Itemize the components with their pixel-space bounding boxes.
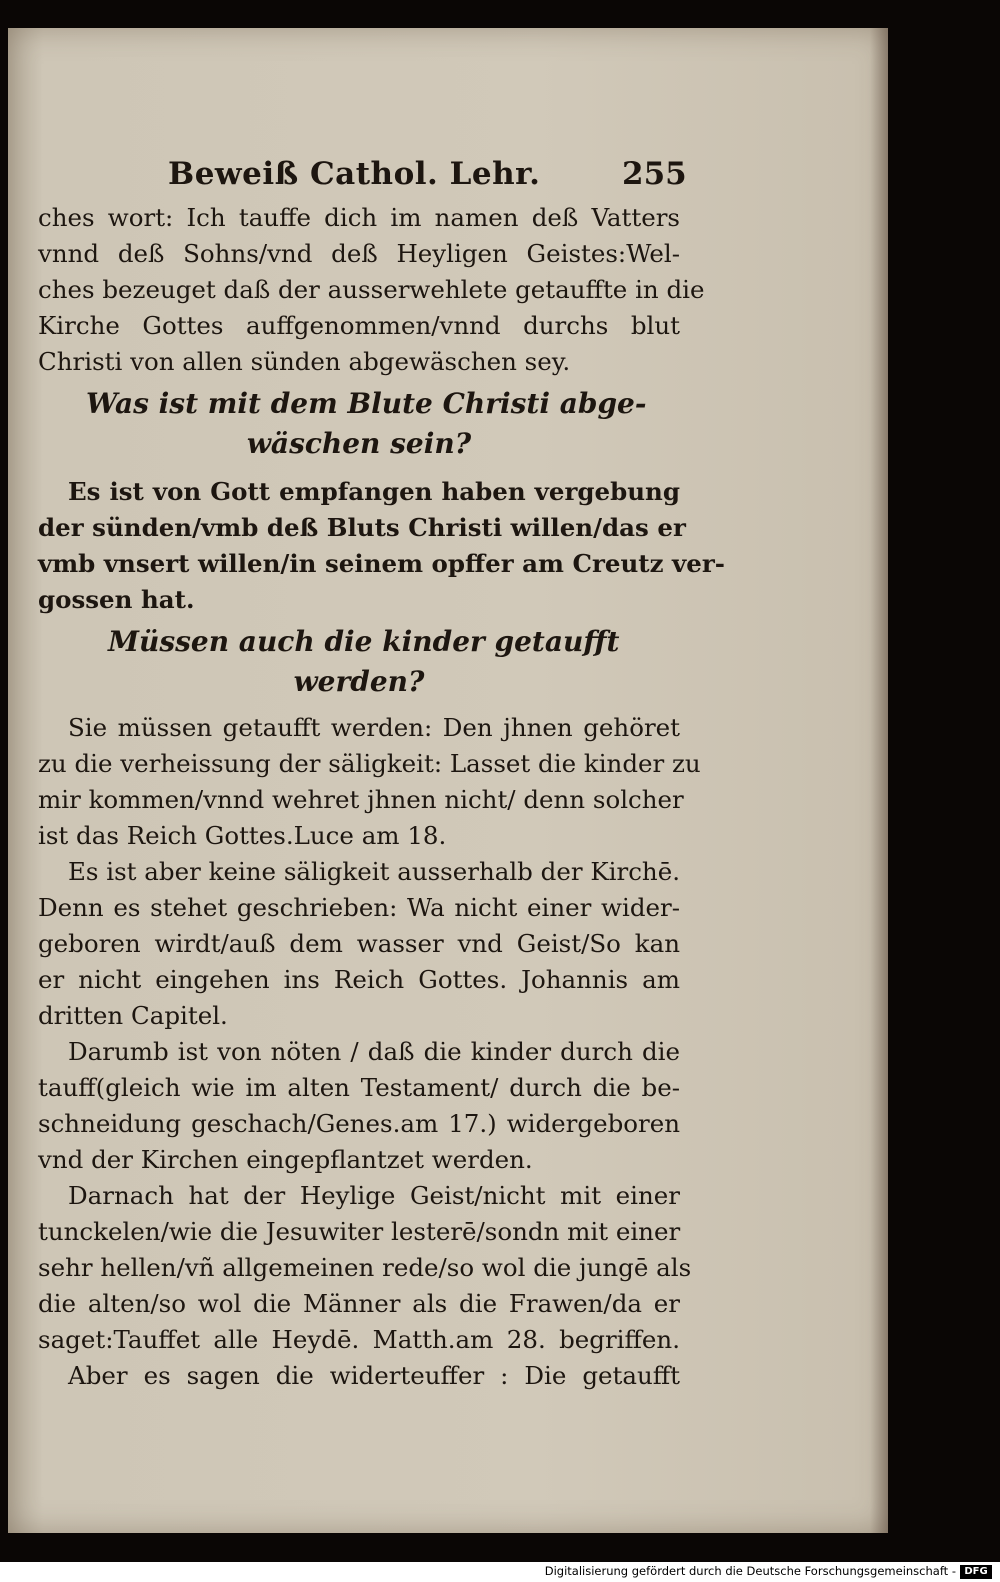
text-line: Es ist aber keine säligkeit ausserhalb der Kirchē. bbox=[68, 857, 680, 886]
text-line: geboren wirdt/auß dem wasser vnd Geist/So kan bbox=[38, 929, 680, 958]
text-line: Es ist von Gott empfangen haben vergebung bbox=[68, 477, 680, 506]
text-line: ist das Reich Gottes.Luce am 18. bbox=[38, 821, 447, 850]
footer-credit: Digitalisierung gefördert durch die Deutsche Forschungsgemeinschaft - bbox=[544, 1564, 956, 1578]
text-line: mir kommen/vnnd wehret jhnen nicht/ denn solcher bbox=[38, 785, 684, 814]
text-line: dritten Capitel. bbox=[38, 1001, 228, 1030]
text-line: ches bezeuget daß der ausserwehlete getauffte in die bbox=[38, 275, 705, 304]
text-line: er nicht eingehen ins Reich Gottes. Johannis am bbox=[38, 965, 680, 994]
text-line: saget:Tauffet alle Heydē. Matth.am 28. begriffen. bbox=[38, 1325, 680, 1354]
section-heading: wäschen sein? bbox=[246, 427, 472, 460]
text-line: Sie müssen getaufft werden: Den jhnen gehöret bbox=[68, 713, 680, 742]
text-line: ches wort: Ich tauffe dich im namen deß Vatters bbox=[38, 203, 680, 232]
text-line: gossen hat. bbox=[38, 585, 195, 614]
text-line: zu die verheissung der säligkeit: Lasset die kinder zu bbox=[38, 749, 701, 778]
book-page bbox=[8, 28, 888, 1533]
text-line: schneidung geschach/Genes.am 17.) widergeboren bbox=[38, 1109, 680, 1138]
text-line: vnd der Kirchen eingepflantzet werden. bbox=[38, 1145, 533, 1174]
section-heading: werden? bbox=[293, 665, 425, 698]
text-line: vnnd deß Sohns/vnd deß Heyligen Geistes:Wel- bbox=[38, 239, 680, 268]
text-line: Denn es stehet geschrieben: Wa nicht einer wider- bbox=[38, 893, 680, 922]
footer-bar bbox=[0, 1562, 1000, 1582]
text-line: Darumb ist von nöten / daß die kinder durch die bbox=[68, 1037, 680, 1066]
text-line: Christi von allen sünden abgewäschen sey. bbox=[38, 347, 571, 376]
running-title: Beweiß Cathol. Lehr. bbox=[168, 156, 541, 192]
section-heading: Müssen auch die kinder getaufft bbox=[108, 625, 620, 658]
text-line: Kirche Gottes auffgenommen/vnnd durchs blut bbox=[38, 311, 680, 340]
page-number: 255 bbox=[622, 156, 687, 192]
text-line: tauff(gleich wie im alten Testament/ durch die be- bbox=[38, 1073, 680, 1102]
text-line: die alten/so wol die Männer als die Frawen/da er bbox=[38, 1289, 680, 1318]
text-line: tunckelen/wie die Jesuwiter lesterē/sondn mit einer bbox=[38, 1217, 681, 1246]
text-line: vmb vnsert willen/in seinem opffer am Creutz ver- bbox=[38, 549, 725, 578]
text-line: der sünden/vmb deß Bluts Christi willen/das er bbox=[38, 513, 686, 542]
text-line: Darnach hat der Heylige Geist/nicht mit einer bbox=[68, 1181, 680, 1210]
text-line: sehr hellen/vñ allgemeinen rede/so wol die jungē als bbox=[38, 1253, 692, 1282]
dfg-logo: DFG bbox=[960, 1565, 992, 1579]
section-heading: Was ist mit dem Blute Christi abge- bbox=[86, 387, 647, 420]
text-line: Aber es sagen die widerteuffer : Die getaufft bbox=[68, 1361, 680, 1390]
